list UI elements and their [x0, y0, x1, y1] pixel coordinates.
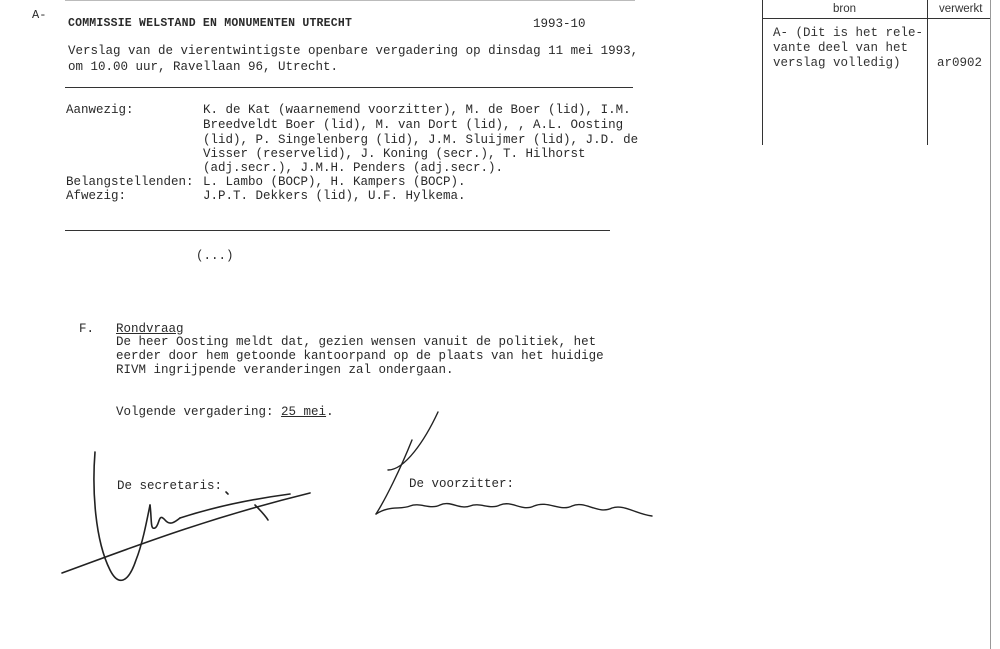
document-number: 1993-10	[533, 17, 586, 31]
section-letter: F.	[79, 322, 95, 336]
section-body-line-1: De heer Oosting meldt dat, gezien wensen vanuit de politiek, het	[116, 335, 597, 349]
table-source-line-3: verslag volledig)	[773, 56, 901, 70]
section-body-line-2: eerder door hem getoonde kantoorpand op de plaats van het huidige	[116, 349, 604, 363]
intro-line-2: om 10.00 uur, Ravellaan 96, Utrecht.	[68, 60, 339, 74]
stakeholders-value: L. Lambo (BOCP), H. Kampers (BOCP).	[203, 175, 466, 189]
next-meeting-label: Volgende vergadering:	[116, 405, 274, 419]
chair-label: De voorzitter:	[409, 477, 515, 491]
present-label: Aanwezig:	[66, 103, 134, 117]
next-meeting-period: .	[326, 405, 334, 419]
margin-mark: A-	[32, 8, 47, 22]
next-meeting-date: 25 mei	[281, 405, 327, 419]
table-col-source: bron	[833, 3, 857, 15]
table-border-left	[762, 0, 763, 145]
present-line-1: K. de Kat (waarnemend voorzitter), M. de Boer (lid), I.M.	[203, 103, 631, 117]
table-col-processed: verwerkt	[939, 3, 983, 15]
table-border-mid	[927, 0, 928, 145]
section-heading: Rondvraag	[116, 322, 184, 336]
present-line-2: Breedveldt Boer (lid), M. van Dort (lid), , A.L. Oosting	[203, 118, 624, 132]
present-line-5: (adj.secr.), J.M.H. Penders (adj.secr.).	[203, 161, 504, 175]
present-line-4: Visser (reservelid), J. Koning (secr.), T. Hilhorst	[203, 147, 586, 161]
table-processed-value: ar0902	[937, 56, 983, 70]
intro-line-1: Verslag van de vierentwintigste openbare vergadering op dinsdag 11 mei 1993,	[68, 44, 639, 58]
table-source-line-1: A- (Dit is het rele-	[773, 26, 924, 40]
absent-value: J.P.T. Dekkers (lid), U.F. Hylkema.	[203, 189, 466, 203]
section-body-line-3: RIVM ingrijpende veranderingen zal ondergaan.	[116, 363, 454, 377]
stakeholders-label: Belangstellenden:	[66, 175, 194, 189]
table-source-line-2: vante deel van het	[773, 41, 909, 55]
scan-edge	[990, 0, 991, 649]
table-header-rule	[762, 18, 990, 19]
present-line-3: (lid), P. Singelenberg (lid), J.M. Sluijmer (lid), J.D. de	[203, 133, 639, 147]
organisation-title: COMMISSIE WELSTAND EN MONUMENTEN UTRECHT	[68, 17, 353, 30]
secretary-label: De secretaris:	[117, 479, 223, 493]
omission-ellipsis: (...)	[196, 249, 234, 263]
absent-label: Afwezig:	[66, 189, 127, 203]
